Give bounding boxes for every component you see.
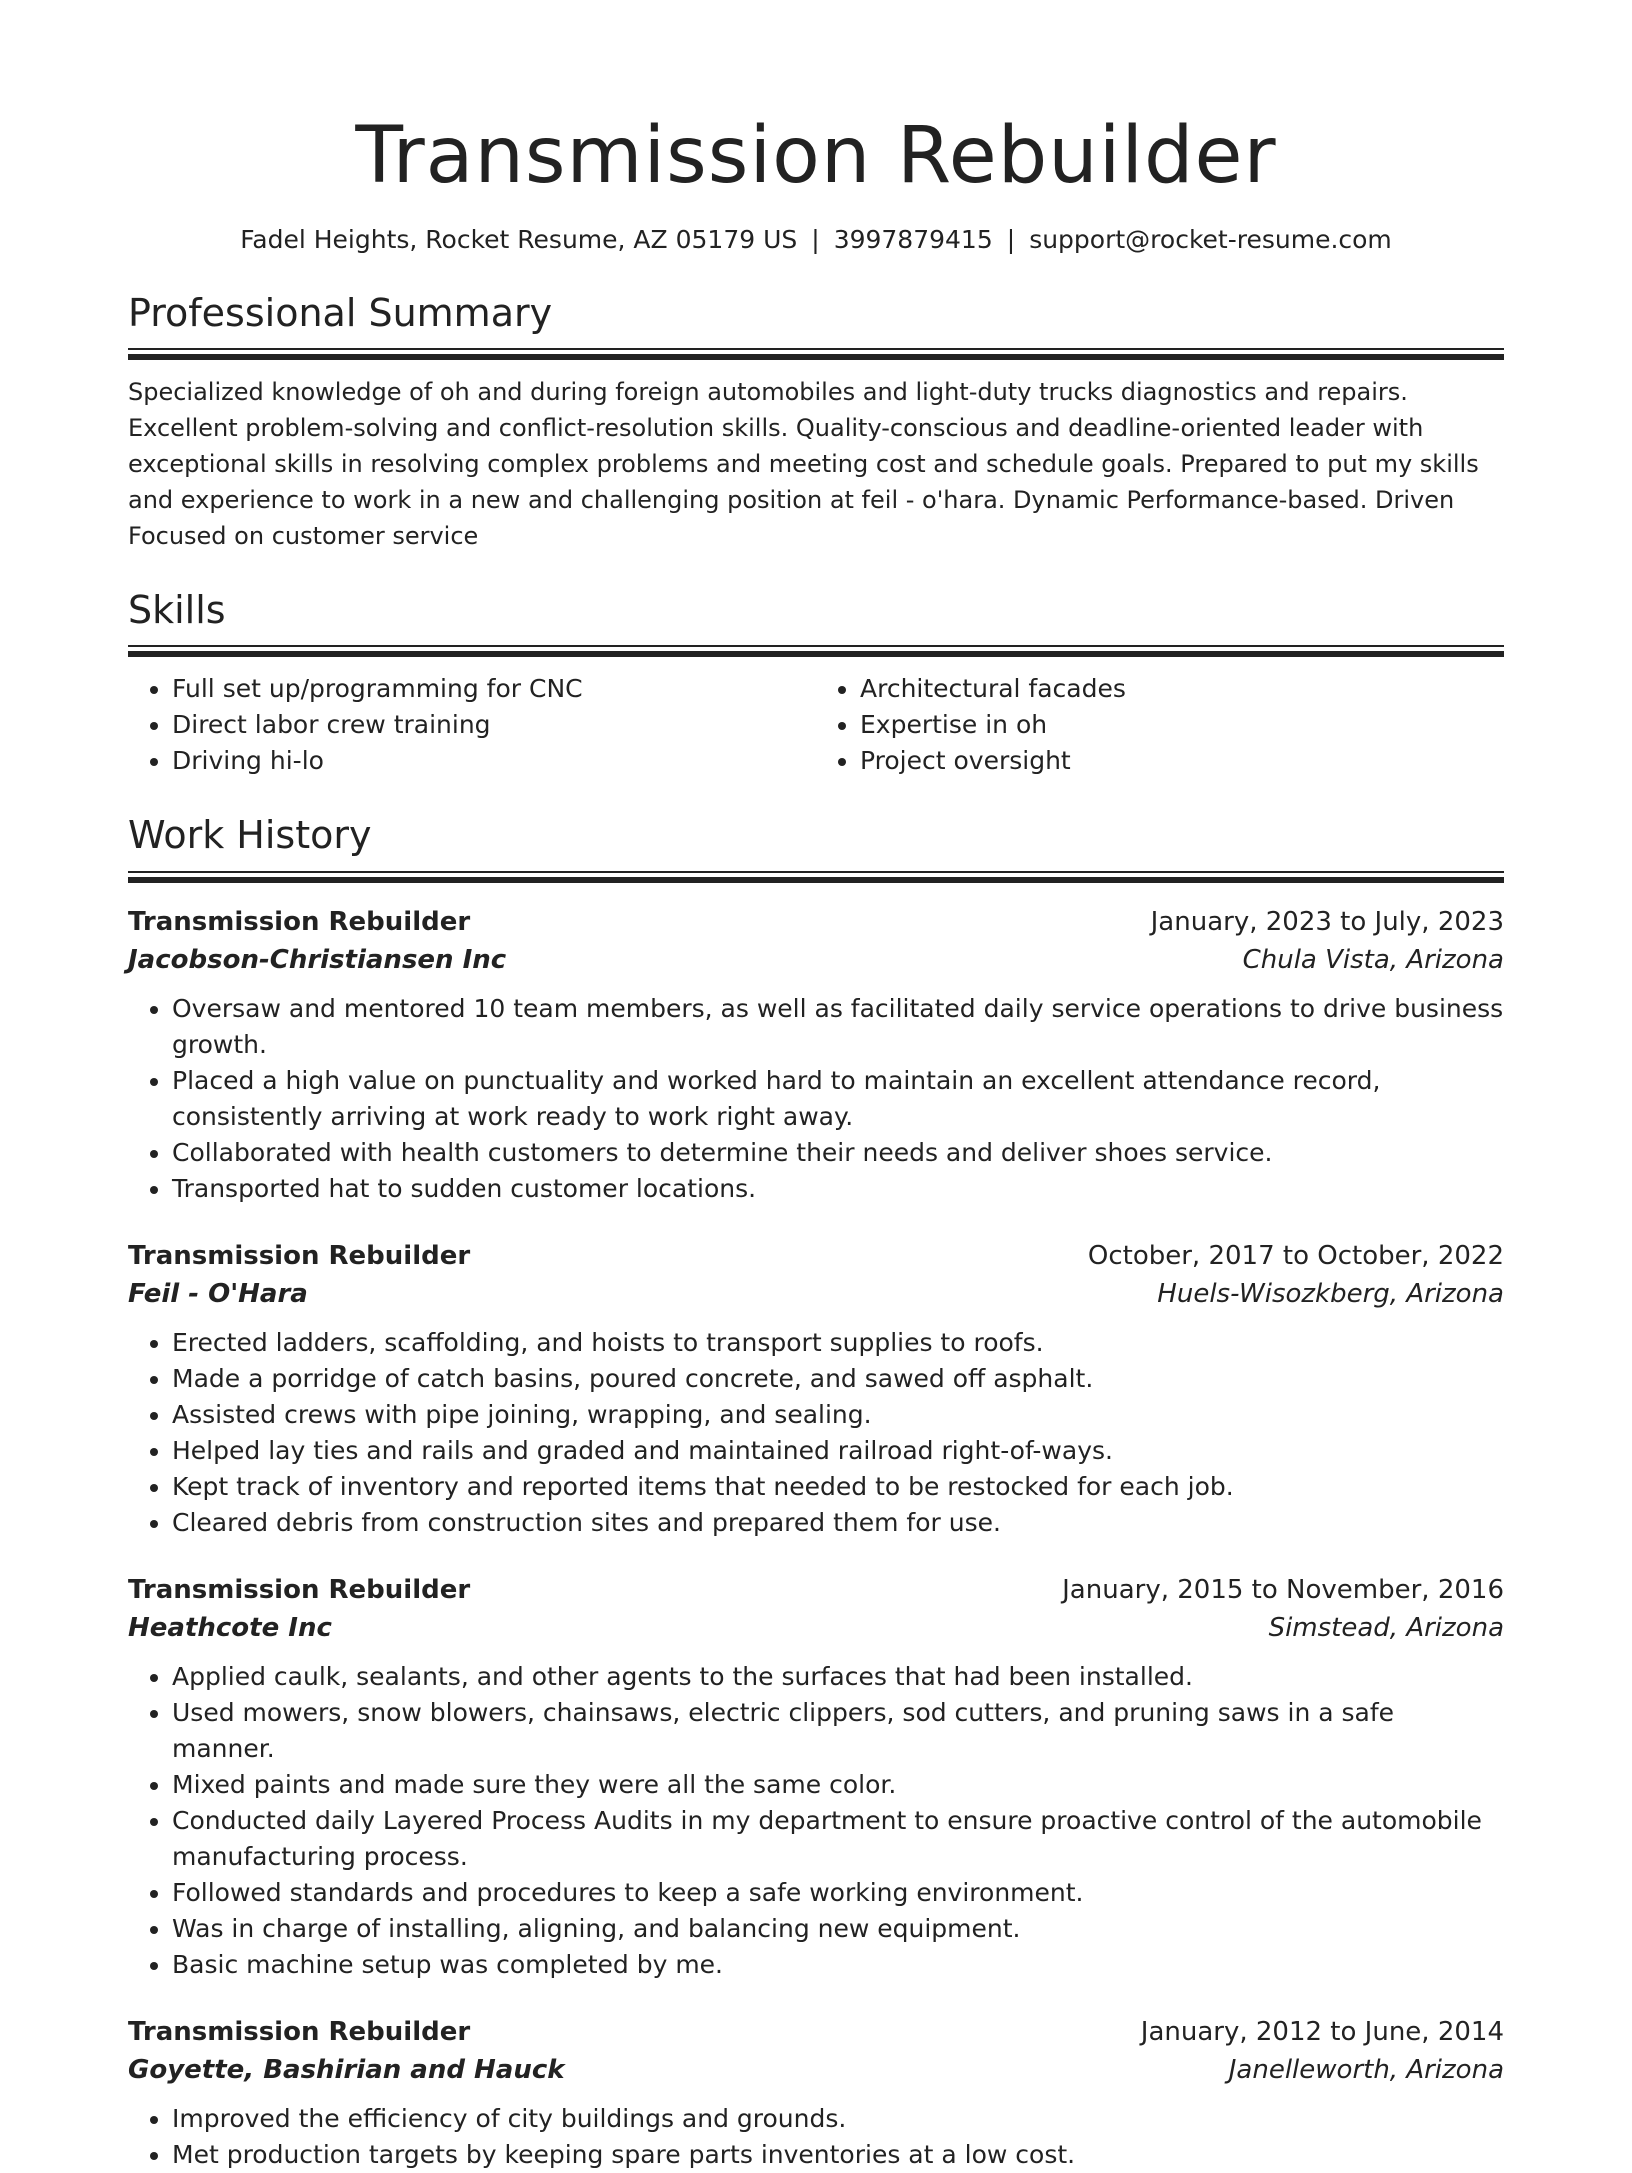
skill-item: • Expertise in oh xyxy=(860,707,1504,743)
job-bullets xyxy=(128,1325,1504,1541)
job-bullets xyxy=(128,1659,1504,1983)
job-dates: January, 2012 to June, 2014 xyxy=(1140,2016,1504,2047)
resume-name: Transmission Rebuilder xyxy=(355,111,1277,201)
summary-heading: Professional Summary xyxy=(128,290,553,335)
job-bullet: • Used mowers, snow blowers, chainsaws, electric clippers, sod cutters, and pruning saws in a safe manner. xyxy=(172,1695,1504,1767)
contact-separator: | xyxy=(1006,224,1016,254)
job-bullet: • Applied caulk, sealants, and other agents to the surfaces that had been installed. xyxy=(172,1659,1504,1695)
contact-separator: | xyxy=(811,224,820,254)
job-dates: January, 2023 to July, 2023 xyxy=(1150,906,1504,937)
section-divider xyxy=(128,645,1504,657)
job-bullets xyxy=(128,991,1504,1207)
job-bullet: • Conducted daily Layered Process Audits in my department to ensure proactive control of the automobile manufacturing process. xyxy=(172,1803,1504,1875)
skill-item: • Project oversight xyxy=(860,743,1504,779)
skills-column-left xyxy=(128,671,816,779)
summary-text: Specialized knowledge of oh and during foreign automobiles and light-duty trucks diagnostics and repairs. Excellent problem-solving and conflict-resolution skills. Quality-conscious and deadline-oriented leader with exceptional skills in resolving complex problems and meeting cost and schedule goals. Prepared to put my skills and experience to work in a new and challenging position at feil - o'hara. Dynamic Performance-based. Driven Focused on customer service xyxy=(128,377,1479,550)
job-entry xyxy=(128,903,1504,1207)
skill-item: • Direct labor crew training xyxy=(172,707,816,743)
job-title: Transmission Rebuilder xyxy=(128,2016,471,2047)
job-bullet: • Assisted crews with pipe joining, wrapping, and sealing. xyxy=(172,1397,1504,1433)
job-bullet: • Mixed paints and made sure they were all the same color. xyxy=(172,1767,1504,1803)
section-divider xyxy=(128,348,1504,360)
contact-email: support@rocket-resume.com xyxy=(1029,224,1392,254)
job-bullet: • Improved the efficiency of city buildings and grounds. xyxy=(172,2101,1504,2137)
contact-line xyxy=(128,222,1504,257)
skill-item: • Full set up/programming for CNC xyxy=(172,671,816,707)
job-location: Chula Vista, Arizona xyxy=(1242,944,1504,975)
job-bullet: • Made a porridge of catch basins, poured concrete, and sawed off asphalt. xyxy=(172,1361,1504,1397)
skills-list xyxy=(128,671,1504,779)
skills-column-right xyxy=(816,671,1504,779)
job-bullet: • Followed standards and procedures to keep a safe working environment. xyxy=(172,1875,1504,1911)
job-company: Goyette, Bashirian and Hauck xyxy=(128,2054,565,2085)
job-location: Janelleworth, Arizona xyxy=(1228,2054,1504,2085)
contact-phone: 3997879415 xyxy=(833,224,993,254)
job-bullet: • Met production targets by keeping spare parts inventories at a low cost. xyxy=(172,2137,1504,2173)
job-dates: January, 2015 to November, 2016 xyxy=(1062,1574,1504,1605)
job-bullet: • Was in charge of installing, aligning, and balancing new equipment. xyxy=(172,1911,1504,1947)
job-company: Heathcote Inc xyxy=(128,1612,332,1643)
skill-item: • Driving hi-lo xyxy=(172,743,816,779)
section-divider xyxy=(128,871,1504,883)
job-company: Jacobson-Christiansen Inc xyxy=(128,944,507,975)
resume-page xyxy=(128,110,1504,2173)
job-entry xyxy=(128,1237,1504,1541)
job-dates: October, 2017 to October, 2022 xyxy=(1087,1240,1504,1271)
job-header xyxy=(128,1571,1504,1609)
job-title: Transmission Rebuilder xyxy=(128,1240,471,1271)
job-entry xyxy=(128,2013,1504,2173)
job-bullet: • Oversaw and mentored 10 team members, as well as facilitated daily service operations to drive business growth. xyxy=(172,991,1504,1063)
job-bullet: • Basic machine setup was completed by me. xyxy=(172,1947,1504,1983)
job-bullet: • Collaborated with health customers to determine their needs and deliver shoes service. xyxy=(172,1135,1504,1171)
job-location: Huels-Wisozkberg, Arizona xyxy=(1157,1278,1504,1309)
job-bullet: • Kept track of inventory and reported items that needed to be restocked for each job. xyxy=(172,1469,1504,1505)
job-bullet: • Cleared debris from construction sites and prepared them for use. xyxy=(172,1505,1504,1541)
job-entry xyxy=(128,1571,1504,1983)
job-bullet: • Placed a high value on punctuality and worked hard to maintain an excellent attendance record, consistently arriving at work ready to work right away. xyxy=(172,1063,1504,1135)
job-bullet: • Erected ladders, scaffolding, and hoists to transport supplies to roofs. xyxy=(172,1325,1504,1361)
job-bullet: • Helped lay ties and rails and graded and maintained railroad right-of-ways. xyxy=(172,1433,1504,1469)
job-subheader xyxy=(128,1609,1504,1647)
job-bullet: • Transported hat to sudden customer locations. xyxy=(172,1171,1504,1207)
skill-item: • Architectural facades xyxy=(860,671,1504,707)
contact-address: Fadel Heights, Rocket Resume, AZ 05179 US xyxy=(240,224,798,254)
job-header xyxy=(128,903,1504,941)
job-title: Transmission Rebuilder xyxy=(128,906,471,937)
skills-heading: Skills xyxy=(128,587,226,632)
job-header xyxy=(128,1237,1504,1275)
job-title: Transmission Rebuilder xyxy=(128,1574,471,1605)
job-company: Feil - O'Hara xyxy=(128,1278,308,1309)
job-subheader xyxy=(128,2051,1504,2089)
work-history-heading: Work History xyxy=(128,813,372,858)
job-subheader xyxy=(128,1275,1504,1313)
job-subheader xyxy=(128,941,1504,979)
job-header xyxy=(128,2013,1504,2051)
job-location: Simstead, Arizona xyxy=(1268,1612,1504,1643)
